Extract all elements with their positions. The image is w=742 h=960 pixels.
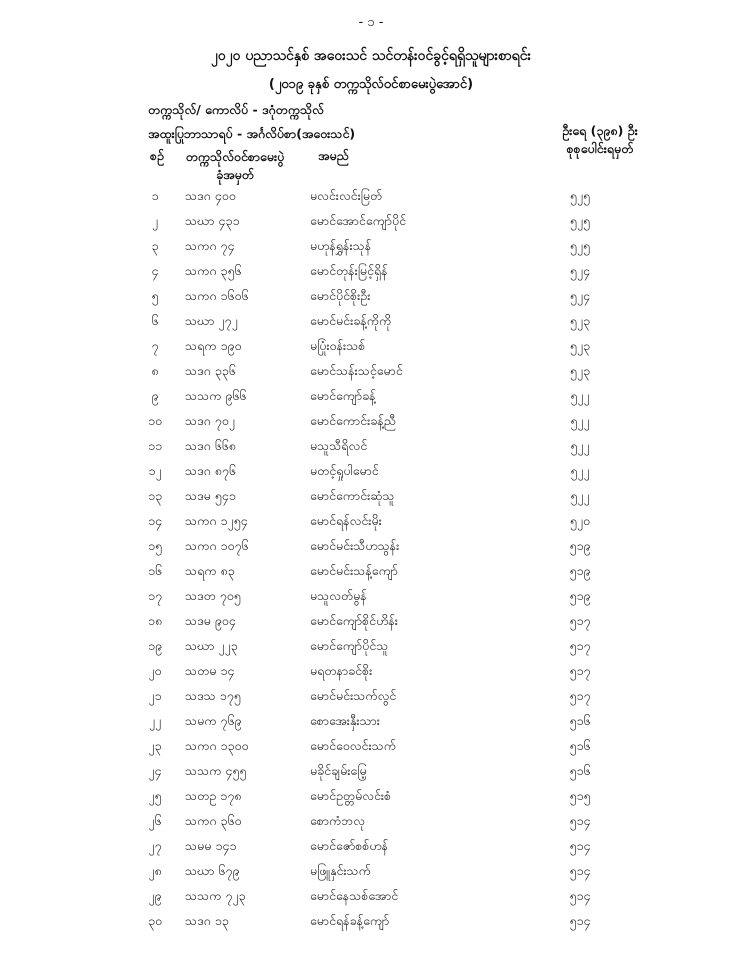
- roll-number: သဃာ ၂၂၃: [185, 638, 238, 653]
- table-row: [0, 363, 742, 389]
- roll-number: သဃာ ၄၃၁: [185, 213, 240, 228]
- total-mark: ၅၁၉: [569, 588, 591, 603]
- row-number: ၁၁: [147, 438, 163, 453]
- row-number: ၁၃: [147, 488, 163, 503]
- row-number: ၁၇: [147, 588, 163, 603]
- roll-number: သကဂ ၁၆၀၆: [185, 288, 249, 303]
- student-name: မတင့်ရှုပါမောင်: [310, 463, 379, 478]
- subject-line: အထူးပြုဘာသာရပ် - အင်္ဂလိပ်စာ(အဝေးသင်): [148, 126, 356, 141]
- student-name: မောင်နေသစ်အောင်: [310, 888, 399, 903]
- total-mark: ၅၂၂: [570, 388, 590, 403]
- student-name: မလင်းလင်းမြတ်: [310, 188, 383, 203]
- table-row: [0, 738, 742, 764]
- row-number: ၁၂: [148, 463, 162, 478]
- row-number: ၂၇: [148, 838, 162, 853]
- total-mark: ၅၁၆: [569, 738, 591, 753]
- total-mark: ၅၁၉: [569, 563, 591, 578]
- column-header-roll: [180, 148, 290, 184]
- column-header-name: အမည်: [318, 148, 349, 163]
- table-row: [0, 788, 742, 814]
- row-number: ၂၉: [148, 888, 162, 903]
- roll-number: သဒမ ၅၄၁: [185, 488, 236, 503]
- total-count-label: ဦးရေ (၃၉၈) ဦး: [562, 123, 638, 138]
- student-name: မခိုင်ချမ်းမြေ့: [310, 763, 367, 778]
- column-header-no: စဉ်: [150, 148, 164, 163]
- table-row: [0, 663, 742, 689]
- student-name: မောင်ဥတ္တမ်လင်းစံ: [310, 788, 392, 803]
- roll-number: သဒဂ ၇၀၂: [185, 413, 235, 428]
- student-name: မပြုံးဝန်းသစ်: [310, 338, 366, 353]
- roll-number: သကဂ ၁၂၅၄: [185, 513, 248, 528]
- university-line: တက္ကသိုလ်/ ကောလိပ် - ဒဂုံတက္ကသိုလ်: [148, 102, 324, 117]
- student-name: စောကံဘလု: [310, 813, 365, 828]
- table-row: [0, 288, 742, 314]
- total-marks-label: စုစုပေါင်းရမှတ်: [566, 141, 634, 157]
- student-name: မောင်တုန်းမြင့်ရှိန်: [310, 263, 388, 278]
- roll-number: သသက ၄၅၅: [185, 763, 247, 778]
- total-mark: ၅၂၃: [569, 363, 591, 378]
- table-row: [0, 238, 742, 264]
- total-mark: ၅၂၄: [569, 288, 591, 303]
- table-row: [0, 313, 742, 339]
- student-name: မောင်ကောင်းဆုံသူ: [310, 488, 395, 503]
- roll-number: သဒသ ၁၇၅: [185, 688, 241, 703]
- table-row: [0, 688, 742, 714]
- document-subtitle: (၂၀၁၉ ခုနှစ် တက္ကသိုလ်ဝင်စာမေးပွဲအောင်): [268, 77, 474, 92]
- table-row: [0, 713, 742, 739]
- table-row: [0, 813, 742, 839]
- total-mark: ၅၂၅: [569, 213, 591, 228]
- student-name: မသူလတ်မွန်: [310, 588, 367, 603]
- total-mark: ၅၁၇: [569, 663, 591, 678]
- roll-number: သကဂ ၁၃၀၀: [185, 738, 249, 753]
- student-name: မရတနာခင်စိုး: [310, 663, 373, 678]
- total-mark: ၅၁၄: [569, 888, 591, 903]
- student-name: မောင်ကျော်စိုင်ဟိန်း: [310, 613, 398, 628]
- roll-number: သတဥ ၁၇၈: [185, 788, 242, 803]
- row-number: ၁၀: [147, 413, 163, 428]
- roll-number: သမက ၇၆၉: [185, 713, 242, 728]
- student-name: မောင်ကောင်းခန့်ညီ: [310, 413, 396, 428]
- student-name: မောင်ရန်ခန့်ကျော်: [310, 913, 390, 928]
- total-mark: ၅၂၄: [569, 263, 591, 278]
- table-row: [0, 188, 742, 214]
- total-mark: ၅၂၂: [570, 463, 590, 478]
- total-mark: ၅၁၆: [569, 763, 591, 778]
- row-number: ၇: [151, 338, 159, 353]
- student-name: မောင်မင်းသီဟသွန်း: [310, 538, 400, 553]
- row-number: ၄: [151, 263, 159, 278]
- total-mark: ၅၂၂: [570, 488, 590, 503]
- student-name: မောင်မင်းခန့်ကိုကို: [310, 313, 392, 328]
- table-row: [0, 913, 742, 939]
- column-header-roll-line2: ခုံအမှတ်: [216, 167, 254, 183]
- roll-number: သတမ ၁၄: [185, 663, 235, 678]
- student-name: မောင်ကျော်ပိုင်သူ: [310, 638, 389, 653]
- total-mark: ၅၂၂: [570, 438, 590, 453]
- row-number: ၃၀: [147, 913, 163, 928]
- roll-number: သကဂ ၃၆၀: [185, 813, 242, 828]
- row-number: ၂၀: [148, 663, 162, 678]
- table-row: [0, 588, 742, 614]
- row-number: ၂: [151, 213, 159, 228]
- row-number: ၂၈: [148, 863, 162, 878]
- table-row: [0, 513, 742, 539]
- roll-number: သကဂ ၁၀၇၆: [185, 538, 249, 553]
- row-number: ၂၃: [148, 738, 162, 753]
- total-mark: ၅၁၄: [569, 913, 591, 928]
- roll-number: သဒဂ ၃၃၆: [185, 363, 236, 378]
- roll-number: သဒမ ၉၀၄: [185, 613, 236, 628]
- table-row: [0, 438, 742, 464]
- table-row: [0, 763, 742, 789]
- roll-number: သရက ၁၉၀: [185, 338, 242, 353]
- total-mark: ၅၂၂: [570, 413, 590, 428]
- roll-number: သကဂ ၇၄: [185, 238, 235, 253]
- total-mark: ၅၂၃: [569, 313, 591, 328]
- column-header-roll-line1: တက္ကသိုလ်ဝင်စာမေးပွဲ: [185, 149, 285, 164]
- row-number: ၂၄: [148, 763, 162, 778]
- page-number: - ၁ -: [358, 15, 384, 30]
- roll-number: သမမ ၁၄၁: [185, 838, 237, 853]
- roll-number: သဒဂ ၄၀၀: [185, 188, 236, 203]
- table-row: [0, 613, 742, 639]
- row-number: ၂၅: [148, 788, 162, 803]
- row-number: ၈: [151, 363, 159, 378]
- roll-number: သသက ၇၂၃: [185, 888, 246, 903]
- student-name: မောင်ရန်လင်းမိုး: [310, 513, 382, 528]
- total-mark: ၅၁၆: [569, 713, 591, 728]
- table-row: [0, 888, 742, 914]
- total-mark: ၅၁၅: [569, 788, 591, 803]
- row-number: ၂၆: [148, 813, 162, 828]
- table-row: [0, 488, 742, 514]
- row-number: ၁၅: [147, 538, 163, 553]
- row-number: ၃: [151, 238, 159, 253]
- table-row: [0, 263, 742, 289]
- table-row: [0, 563, 742, 589]
- total-mark: ၅၁၇: [569, 688, 591, 703]
- row-number: ၉: [151, 388, 159, 403]
- table-row: [0, 638, 742, 664]
- row-number: ၂၂: [148, 713, 162, 728]
- row-number: ၁: [151, 188, 159, 203]
- student-name: မောင်ပိုင်စိုးဦး: [310, 288, 371, 303]
- total-mark: ၅၂၅: [569, 188, 591, 203]
- total-mark: ၅၁၉: [569, 538, 591, 553]
- student-name: မဟုန်ရွှန်းသုန်: [310, 238, 372, 253]
- student-name: မောင်ဇော်စစ်ဟန်: [310, 838, 389, 853]
- total-mark: ၅၁၇: [569, 638, 591, 653]
- row-number: ၁၄: [147, 513, 163, 528]
- roll-number: သဒဂ ၆၆၈: [185, 438, 236, 453]
- roll-number: သရက ၈၃: [185, 563, 235, 578]
- row-number: ၁၉: [147, 638, 163, 653]
- table-row: [0, 538, 742, 564]
- total-mark: ၅၁၄: [569, 863, 591, 878]
- roll-number: သဒတ ၇၀၅: [185, 588, 241, 603]
- roll-number: သဃာ ၆၇၉: [185, 863, 240, 878]
- roll-number: သသက ၉၆၆: [185, 388, 247, 403]
- student-name: မောင်ကျော်ခန့်: [310, 388, 376, 403]
- total-mark: ၅၁၄: [569, 813, 591, 828]
- roll-number: သဃာ ၂၇၂: [185, 313, 238, 328]
- total-mark: ၅၂၅: [569, 238, 591, 253]
- student-name: မောင်မင်းသန့်ကျော်: [310, 563, 398, 578]
- total-mark: ၅၁၄: [569, 838, 591, 853]
- row-number: ၁၆: [147, 563, 163, 578]
- table-row: [0, 388, 742, 414]
- roll-number: သကဂ ၃၅၆: [185, 263, 242, 278]
- table-row: [0, 213, 742, 239]
- document-title: ၂၀၂၀ ပညာသင်နှစ် အဝေးသင် သင်တန်းဝင်ခွင့်ရရှိသူများစာရင်း: [210, 48, 532, 64]
- total-mark: ၅၂၀: [569, 513, 591, 528]
- total-mark: ၅၁၇: [569, 613, 591, 628]
- student-name: စောအေးနှီးသား: [310, 713, 380, 728]
- marks-header: [535, 122, 665, 158]
- row-number: ၅: [151, 288, 159, 303]
- total-mark: ၅၂၃: [569, 338, 591, 353]
- student-name: မဖြူနှင်းသက်: [310, 863, 371, 878]
- row-number: ၆: [151, 313, 159, 328]
- table-row: [0, 338, 742, 364]
- student-name: မောင်အောင်ကျော်ပိုင်: [310, 213, 407, 228]
- table-row: [0, 863, 742, 889]
- table-row: [0, 838, 742, 864]
- table-row: [0, 413, 742, 439]
- row-number: ၂၁: [148, 688, 162, 703]
- table-row: [0, 463, 742, 489]
- row-number: ၁၈: [147, 613, 163, 628]
- student-name: မသူသီရိလင်: [310, 438, 368, 453]
- roll-number: သဒဂ ၈၇၆: [185, 463, 236, 478]
- student-name: မောင်ဝေလင်းသက်: [310, 738, 396, 753]
- roll-number: သဒဂ ၁၃: [185, 913, 229, 928]
- student-name: မောင်သန်းသင့်မောင်: [310, 363, 403, 378]
- student-name: မောင်မင်းသက်လွင်: [310, 688, 397, 703]
